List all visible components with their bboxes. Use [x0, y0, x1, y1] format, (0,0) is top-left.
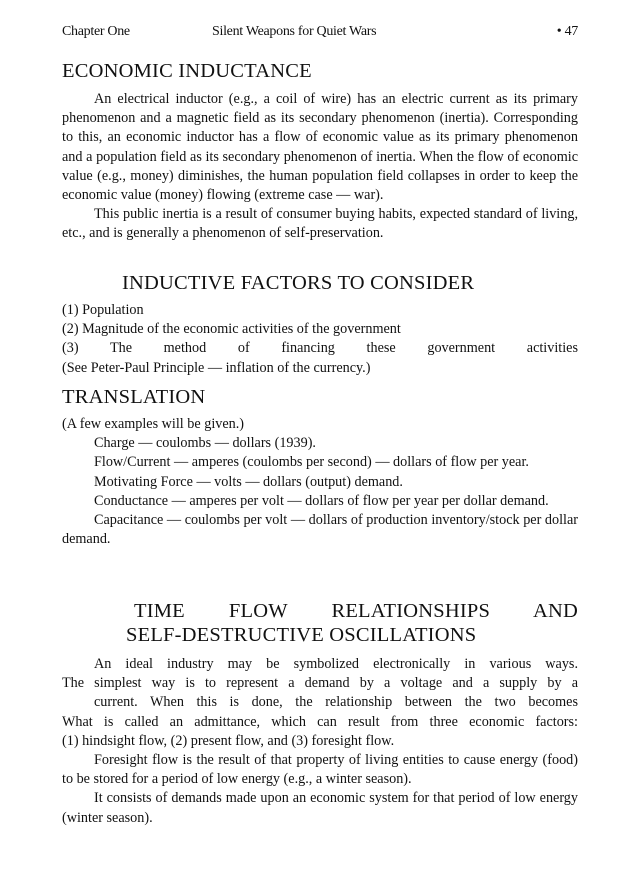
list-item: (2) Magnitude of the economic activities of the government — [62, 321, 401, 338]
heading-time-flow-line2: SELF-DESTRUCTIVE OSCILLATIONS — [126, 624, 477, 646]
heading-translation: TRANSLATION — [62, 386, 206, 408]
text-line: What is called an admittance, which can result from three economic factors: — [62, 713, 578, 730]
time-flow-body — [62, 655, 578, 828]
heading-inductive-factors: INDUCTIVE FACTORS TO CONSIDER — [122, 272, 475, 294]
text-line: current. When this is done, the relationship between the two becomes — [94, 694, 578, 711]
list-item: Motivating Force — volts — dollars (output) demand. — [94, 473, 403, 490]
list-item: Charge — coulombs — dollars (1939). — [94, 435, 316, 452]
chapter-label: Chapter One — [62, 24, 130, 39]
list-item: Conductance — amperes per volt — dollars of flow per year per dollar demand. — [94, 492, 549, 509]
paragraph: This public inertia is a result of consumer buying habits, expected standard of living, etc., and is generally a phenomenon of self-preservation. — [62, 206, 578, 242]
list-item: Flow/Current — amperes (coulombs per second) — dollars of flow per year. — [94, 454, 529, 471]
running-header — [62, 24, 578, 44]
list-item: (3) The method of financing these government activities — [62, 340, 578, 357]
text-line: An ideal industry may be symbolized electronically in various ways. — [94, 656, 578, 672]
inductive-factors-list — [62, 301, 578, 378]
heading-time-flow-line1: TIME FLOW RELATIONSHIPS AND — [134, 600, 578, 622]
text-line: The simplest way is to represent a demand by a voltage and a supply by a — [62, 675, 578, 692]
list-item: (See Peter-Paul Principle — inflation of the currency.) — [62, 359, 371, 376]
list-item: (1) Population — [62, 302, 144, 318]
book-title: Silent Weapons for Quiet Wars — [212, 24, 377, 39]
text-line: (1) hindsight flow, (2) present flow, and (3) foresight flow. — [62, 732, 395, 749]
heading-economic-inductance: ECONOMIC INDUCTANCE — [62, 60, 312, 82]
paragraph: An electrical inductor (e.g., a coil of wire) has an electric current as its primary phenomenon and a magnetic field as its secondary phenomenon (inertia). Corresponding to this, an economic inductor has a flow of economic value as its primary phenomenon and a population field as its secondary phenomenon of inertia. When the flow of economic value (e.g., money) diminishes, the human population field collapses in order to keep the economic value (money) flowing (extreme case — war). — [62, 91, 578, 204]
translation-body — [62, 415, 578, 549]
list-item: Capacitance — coulombs per volt — dollars of production inventory/stock per dollar demand. — [62, 512, 578, 548]
page-number: • 47 — [556, 24, 578, 39]
paragraph: It consists of demands made upon an economic system for that period of low energy (winter season). — [62, 790, 578, 826]
paragraph: (A few examples will be given.) — [62, 416, 245, 432]
paragraph: Foresight flow is the result of that property of living entities to cause energy (food) to be stored for a period of low energy (e.g., a winter season). — [62, 752, 578, 788]
economic-inductance-body — [62, 90, 578, 244]
